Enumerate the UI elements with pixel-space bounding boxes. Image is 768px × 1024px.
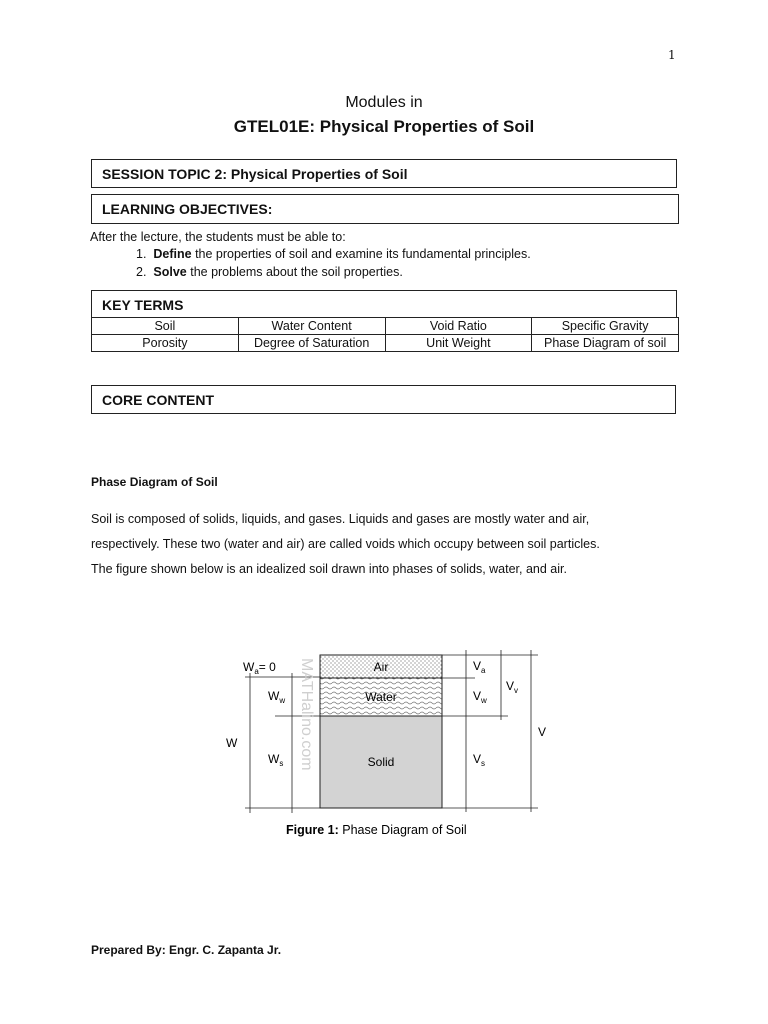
water-label: Water [365, 690, 397, 704]
objective-number: 1. [136, 247, 147, 261]
objective-verb: Solve [153, 265, 187, 279]
session-topic-box [91, 159, 677, 188]
v-label: V [538, 725, 547, 739]
objective-verb: Define [153, 247, 192, 261]
modules-heading: Modules in [345, 94, 423, 111]
paragraph-line: The figure shown below is an idealized soil drawn into phases of solids, water, and air. [91, 562, 567, 576]
vw-label: $V_w$ [473, 689, 487, 705]
key-terms-table [91, 317, 679, 352]
objective-item [136, 247, 531, 261]
ww-label: $W_w$ [268, 689, 286, 705]
phase-paragraph [91, 507, 691, 582]
footer-prepared-by: Prepared By: Engr. C. Zapanta Jr. [91, 943, 282, 957]
core-content-heading: CORE CONTENT [102, 392, 214, 408]
key-term-cell: Degree of Saturation [238, 335, 385, 352]
table-row [92, 335, 679, 352]
key-term-cell: Soil [92, 318, 239, 335]
va-label: $V_a$ [473, 659, 486, 675]
wa-label: $W_a= 0$ [243, 660, 276, 676]
core-content-box [91, 385, 676, 414]
session-topic: SESSION TOPIC 2: Physical Properties of Soil [102, 166, 408, 182]
objective-text: the problems about the soil properties. [186, 265, 403, 279]
objective-text: the properties of soil and examine its fundamental principles. [191, 247, 531, 261]
vs-label: $V_s$ [473, 752, 486, 768]
course-title: GTEL01E: Physical Properties of Soil [233, 117, 535, 136]
vv-label: $V_v$ [506, 679, 519, 695]
paragraph-line: Soil is composed of solids, liquids, and gases. Liquids and gases are mostly water and air, [91, 512, 590, 526]
key-terms-box [91, 290, 677, 318]
air-label: Air [373, 660, 389, 674]
ws-label: $W_s$ [268, 752, 284, 768]
phase-diagram-figure [220, 640, 560, 850]
solid-label: Solid [367, 755, 395, 769]
learning-objectives-box [91, 194, 679, 224]
key-term-cell: Void Ratio [385, 318, 532, 335]
page-number: 1 [668, 48, 676, 62]
objective-item [136, 265, 403, 279]
w-label: W [226, 736, 238, 750]
paragraph-line: respectively. These two (water and air) are called voids which occupy between soil particles. [91, 537, 600, 551]
key-term-cell: Specific Gravity [532, 318, 679, 335]
key-terms-heading: KEY TERMS [102, 297, 184, 313]
learning-objectives-heading: LEARNING OBJECTIVES: [102, 201, 273, 217]
table-row [92, 318, 679, 335]
phase-diagram-heading: Phase Diagram of Soil [91, 475, 218, 489]
key-term-cell: Water Content [238, 318, 385, 335]
key-term-cell: Unit Weight [385, 335, 532, 352]
key-term-cell: Porosity [92, 335, 239, 352]
figure-caption: Figure 1: Phase Diagram of Soil [286, 823, 467, 837]
watermark: MATHalino.com [298, 658, 315, 771]
objective-number: 2. [136, 265, 147, 279]
key-term-cell: Phase Diagram of soil [532, 335, 679, 352]
objectives-intro: After the lecture, the students must be able to: [90, 230, 346, 244]
